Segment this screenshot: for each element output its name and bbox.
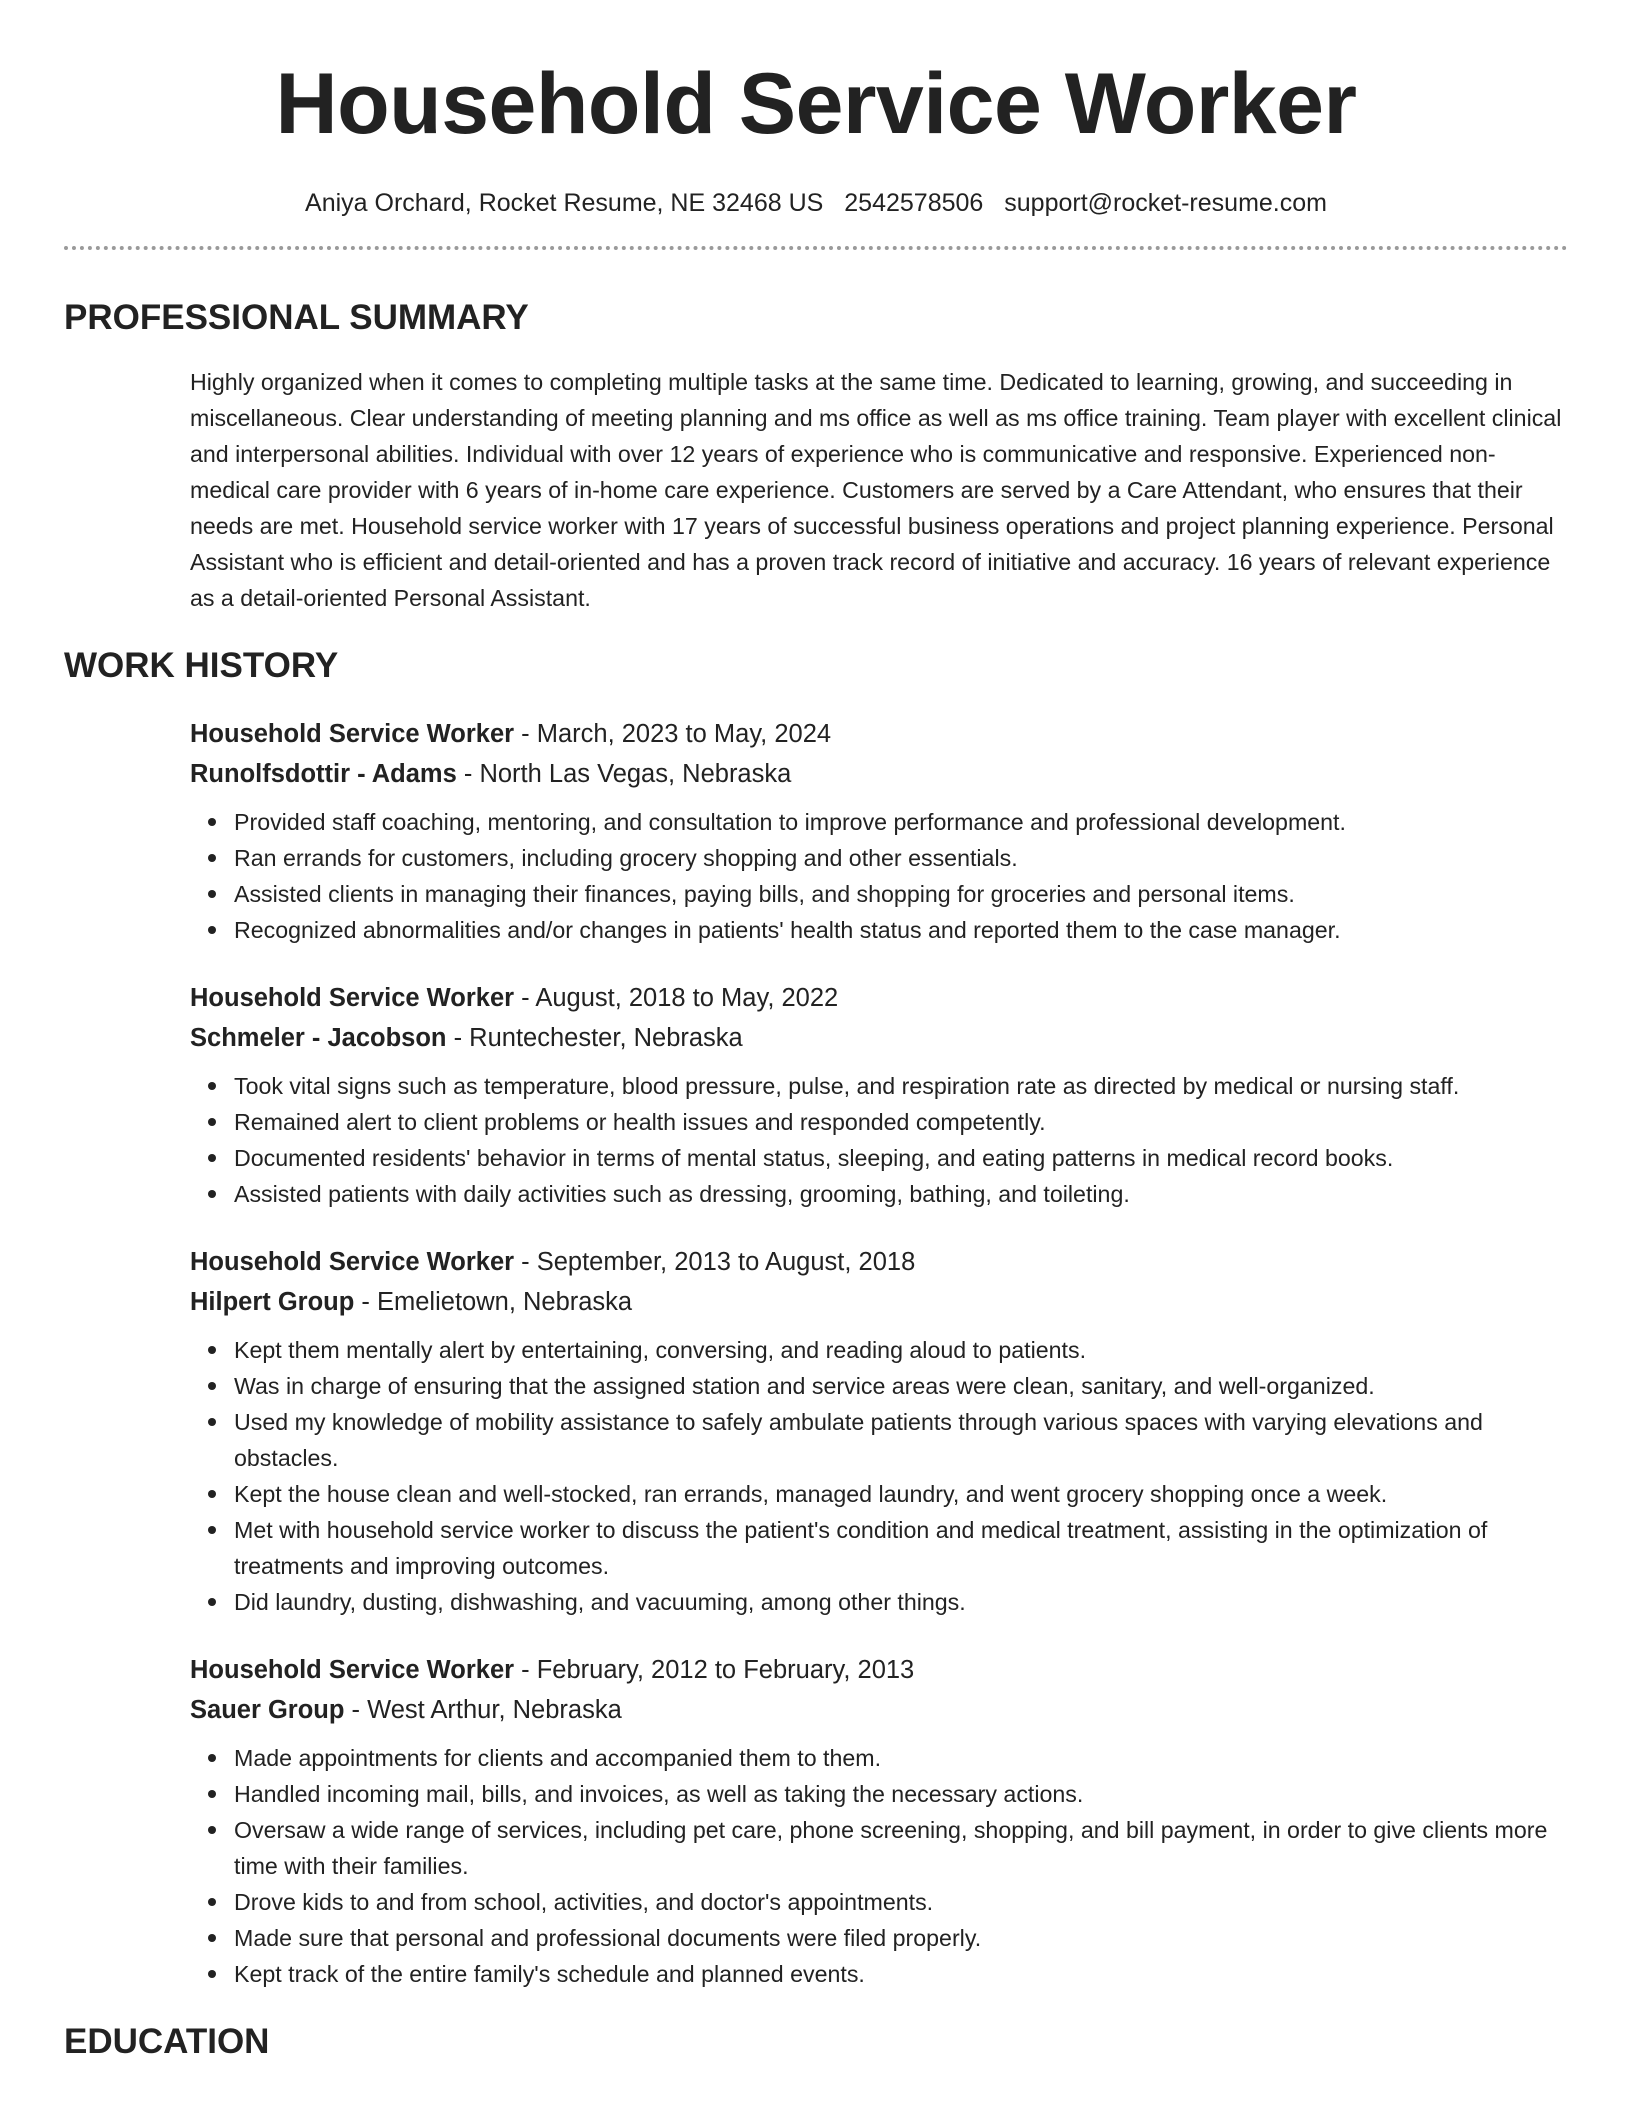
job-bullet: Drove kids to and from school, activities, and doctor's appointments.: [234, 1884, 1568, 1920]
summary-section: [190, 364, 1568, 616]
job-entry: [190, 1242, 1568, 1620]
job-company-line: [190, 1690, 1568, 1730]
contact-line: [64, 186, 1568, 220]
job-title-line: [190, 1242, 1568, 1282]
job-bullet-list: [190, 1740, 1568, 1992]
job-location: - Emelietown, Nebraska: [354, 1288, 633, 1316]
job-bullet: Handled incoming mail, bills, and invoices, as well as taking the necessary actions.: [234, 1776, 1568, 1812]
job-bullet: Kept them mentally alert by entertaining, conversing, and reading aloud to patients.: [234, 1332, 1568, 1368]
job-bullet: Assisted clients in managing their finances, paying bills, and shopping for groceries and personal items.: [234, 876, 1568, 912]
job-role: Household Service Worker: [190, 720, 515, 748]
job-title-line: [190, 714, 1568, 754]
job-bullet: Kept track of the entire family's schedule and planned events.: [234, 1956, 1568, 1992]
job-dates: - September, 2013 to August, 2018: [514, 1248, 916, 1276]
job-bullet: Documented residents' behavior in terms of mental status, sleeping, and eating patterns in medical record books.: [234, 1140, 1568, 1176]
contact-email: support@rocket-resume.com: [1004, 189, 1327, 217]
summary-heading: PROFESSIONAL SUMMARY: [64, 298, 529, 337]
job-bullet-list: [190, 804, 1568, 948]
job-title-line: [190, 1650, 1568, 1690]
job-location: - North Las Vegas, Nebraska: [456, 760, 792, 788]
job-company: Schmeler - Jacobson: [190, 1024, 447, 1052]
job-bullet: Met with household service worker to discuss the patient's condition and medical treatment, assisting in the optimization of treatments and improving outcomes.: [234, 1512, 1568, 1584]
work-history-section: [190, 714, 1568, 1992]
summary-text: Highly organized when it comes to completing multiple tasks at the same time. Dedicated to learning, growing, and succeeding in miscellaneous. Clear understanding of meeting planning and ms office as well as ms office training. Team player with excellent clinical and interpersonal abilities. Individual with over 12 years of experience who is communicative and responsive. Experienced non-medical care provider with 6 years of in-home care experience. Customers are served by a Care Attendant, who ensures that their needs are met. Household service worker with 17 years of successful business operations and project planning experience. Personal Assistant who is efficient and detail-oriented and has a proven track record of initiative and accuracy. 16 years of relevant experience as a detail-oriented Personal Assistant.: [190, 369, 1562, 611]
job-dates: - February, 2012 to February, 2013: [514, 1656, 915, 1684]
job-bullet-list: [190, 1068, 1568, 1212]
job-company: Sauer Group: [190, 1696, 345, 1724]
job-location: - West Arthur, Nebraska: [344, 1696, 622, 1724]
job-role: Household Service Worker: [190, 1656, 515, 1684]
job-bullet: Ran errands for customers, including grocery shopping and other essentials.: [234, 840, 1568, 876]
resume-name: Household Service Worker: [275, 56, 1357, 152]
job-title-line: [190, 978, 1568, 1018]
job-company: Hilpert Group: [190, 1288, 355, 1316]
job-bullet: Kept the house clean and well-stocked, ran errands, managed laundry, and went grocery shopping once a week.: [234, 1476, 1568, 1512]
job-company-line: [190, 754, 1568, 794]
job-role: Household Service Worker: [190, 1248, 515, 1276]
job-bullet: Provided staff coaching, mentoring, and consultation to improve performance and professional development.: [234, 804, 1568, 840]
job-company: Runolfsdottir - Adams: [190, 760, 457, 788]
job-bullet: Did laundry, dusting, dishwashing, and vacuuming, among other things.: [234, 1584, 1568, 1620]
job-location: - Runtechester, Nebraska: [446, 1024, 743, 1052]
job-bullet: Took vital signs such as temperature, blood pressure, pulse, and respiration rate as directed by medical or nursing staff.: [234, 1068, 1568, 1104]
job-dates: - August, 2018 to May, 2022: [514, 984, 839, 1012]
job-dates: - March, 2023 to May, 2024: [514, 720, 832, 748]
job-bullet: Made appointments for clients and accompanied them to them.: [234, 1740, 1568, 1776]
education-heading: EDUCATION: [64, 2022, 270, 2061]
job-bullet: Used my knowledge of mobility assistance to safely ambulate patients through various spaces with varying elevations and obstacles.: [234, 1404, 1568, 1476]
job-entry: [190, 1650, 1568, 1992]
job-entry: [190, 714, 1568, 948]
job-role: Household Service Worker: [190, 984, 515, 1012]
job-bullet: Assisted patients with daily activities such as dressing, grooming, bathing, and toileting.: [234, 1176, 1568, 1212]
contact-address: Aniya Orchard, Rocket Resume, NE 32468 US: [305, 189, 824, 217]
job-bullet: Oversaw a wide range of services, including pet care, phone screening, shopping, and bill payment, in order to give clients more time with their families.: [234, 1812, 1568, 1884]
job-bullet: Was in charge of ensuring that the assigned station and service areas were clean, sanitary, and well-organized.: [234, 1368, 1568, 1404]
work-history-heading: WORK HISTORY: [64, 646, 339, 685]
job-bullet: Made sure that personal and professional documents were filed properly.: [234, 1920, 1568, 1956]
job-entry: [190, 978, 1568, 1212]
job-company-line: [190, 1018, 1568, 1058]
job-bullet: Recognized abnormalities and/or changes in patients' health status and reported them to the case manager.: [234, 912, 1568, 948]
header-divider: [64, 246, 1568, 250]
job-company-line: [190, 1282, 1568, 1322]
job-bullet-list: [190, 1332, 1568, 1620]
contact-phone: 2542578506: [844, 189, 984, 217]
job-bullet: Remained alert to client problems or health issues and responded competently.: [234, 1104, 1568, 1140]
